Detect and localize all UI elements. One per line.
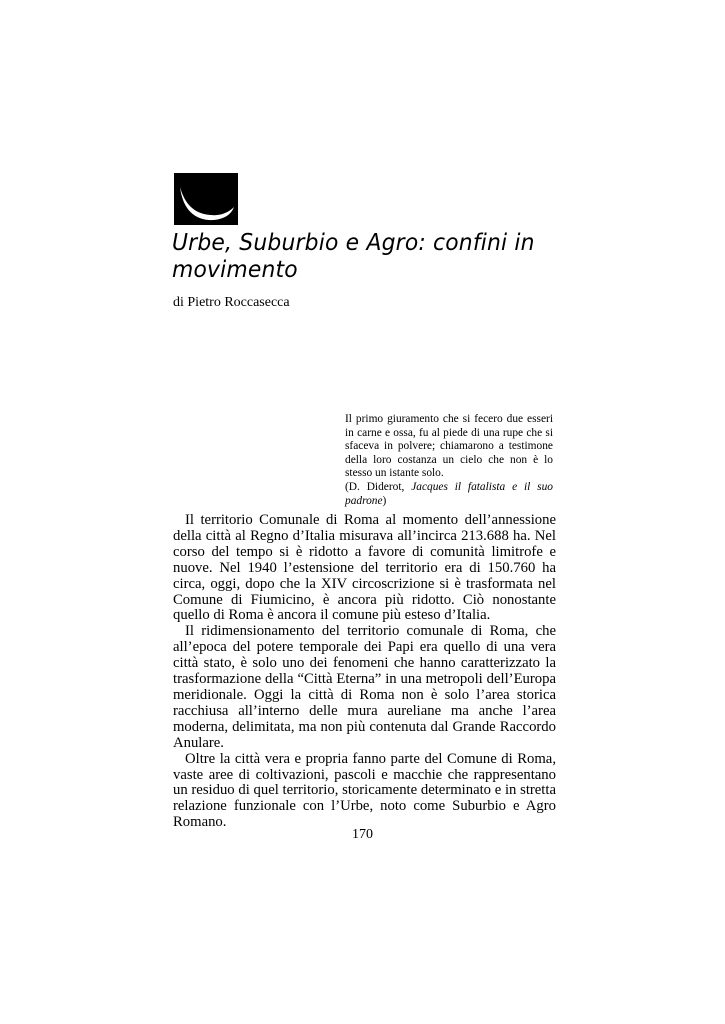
article-body <box>173 513 556 831</box>
body-paragraph-1: Il territorio Comunale di Roma al momento dell’annessione della città al Regno d’Italia misurava all’incirca 213.688 ha. Nel corso del tempo si è ridotto a favore di comunità limitrofe e nuove. Nel 1940 l’estensione del territorio era di 150.760 ha circa, oggi, dopo che la XIV circoscrizione si è trasformata nel Comune di Fiumicino, è ancora più ridotto. Ciò nonostante quello di Roma è ancora il comune più esteso d’Italia. <box>173 512 556 624</box>
crescent-logo-icon <box>174 173 238 225</box>
citation-work-title: Jacques il fatalista e il suo <box>411 480 553 493</box>
epigraph-citation <box>345 481 553 495</box>
citation-work-title-end: padrone <box>345 494 383 507</box>
epigraph-citation-continued <box>345 495 553 509</box>
author-byline: di Pietro Roccasecca <box>173 295 290 310</box>
body-paragraph-3: Oltre la città vera e propria fanno parte del Comune di Roma, vaste aree di coltivazioni, pascoli e macchie che rappresentano un residuo di quel territorio, storicamente determinato e in stretta relazione funzionale con l’Urbe, noto come Suburbio e Agro Romano. <box>173 750 556 831</box>
citation-suffix: ) <box>382 494 387 507</box>
article-title: Urbe, Suburbio e Agro: confini in movimento <box>172 228 535 283</box>
epigraph-quote: Il primo giuramento che si fecero due esseri in carne e ossa, fu al piede di una rupe che si sfaceva in polvere; chiamarono a testimone della loro costanza un cielo che non è lo stesso un istante solo. <box>345 413 553 480</box>
epigraph <box>345 413 553 508</box>
body-paragraph-2: Il ridimensionamento del territorio comunale di Roma, che all’epoca del potere temporale dei Papi era quello di una vera città stato, è solo uno dei fenomeni che hanno caratterizzato la trasformazione della “Città Eterna” in una metropoli dell’Europa meridionale. Oggi la città di Roma non è solo l’area storica racchiusa all’interno delle mura aureliane ma anche l’area moderna, delimitata, ma non più contenuta dal Grande Raccordo Anulare. <box>173 623 556 751</box>
citation-prefix: (D. Diderot, <box>345 480 405 493</box>
page-number: 170 <box>352 827 373 842</box>
